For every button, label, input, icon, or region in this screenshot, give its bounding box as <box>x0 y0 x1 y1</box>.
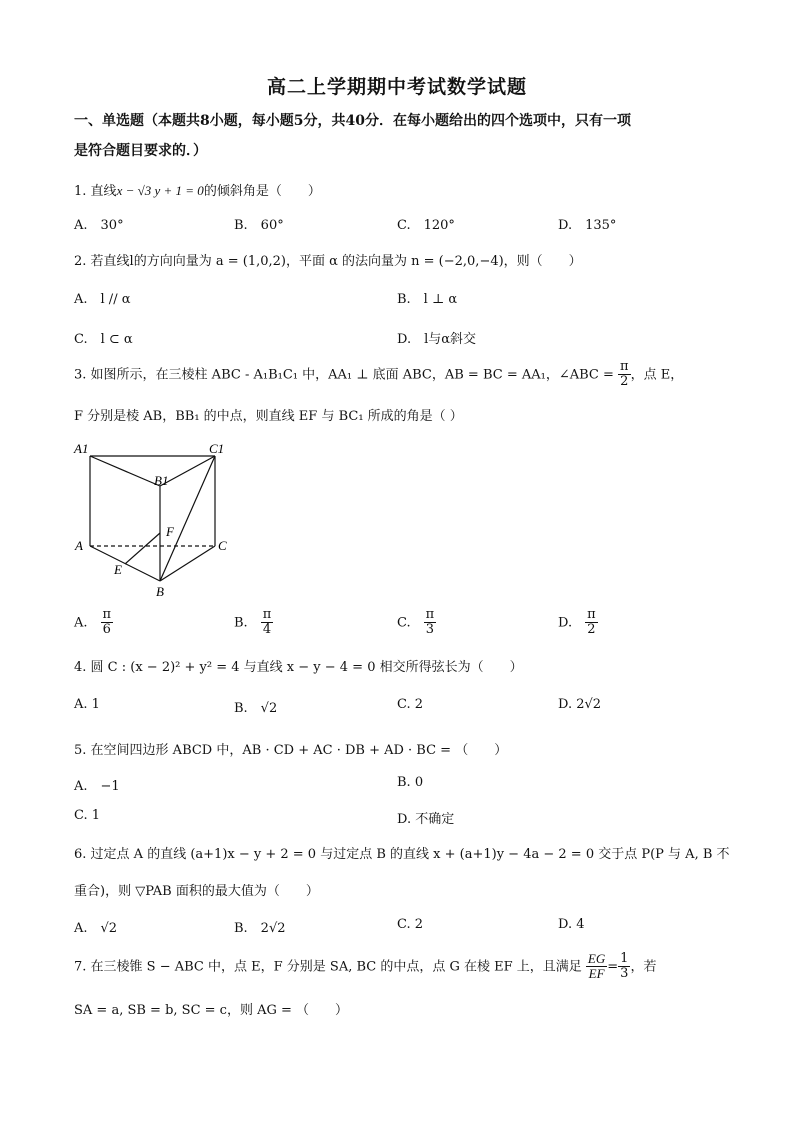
label-f: F <box>166 524 174 539</box>
prism-figure <box>70 436 240 601</box>
label-e: E <box>114 562 122 577</box>
label-b: B <box>156 584 164 599</box>
label-a: A <box>75 538 83 553</box>
q1-stem-a: 直线 <box>90 184 117 199</box>
q6-option-c: C. 2 <box>397 917 424 932</box>
q2-number: 2. <box>74 254 87 269</box>
question-2 <box>74 250 582 269</box>
q2-option-c: C. l ⊂ α <box>74 332 133 347</box>
q5-option-c: C. 1 <box>74 808 101 823</box>
q1-number: 1. <box>74 184 87 199</box>
q6-stem-line1: 过定点 A 的直线 (a+1)x − y + 2 = 0 与过定点 B 的直线 x + (a+1)y − 4a − 2 = 0 交于点 P(P 与 A, B 不 <box>90 847 730 862</box>
q4-option-a: A. 1 <box>74 697 100 712</box>
q2-stem: 若直线l的方向向量为 a = (1,0,2)，平面 α 的法向量为 n = (−2,0,−4)，则（ ） <box>90 254 582 269</box>
question-4 <box>74 656 523 675</box>
q4-number: 4. <box>74 660 87 675</box>
q2-option-a: A. l // α <box>74 292 131 307</box>
question-6 <box>74 843 730 862</box>
q5-number: 5. <box>74 743 87 758</box>
section-heading: 一、单选题（本题共8小题，每小题5分，共40分．在每小题给出的四个选项中，只有一项 <box>74 113 631 129</box>
label-c: C <box>218 538 227 553</box>
q3-option-b: B. $\frac{\pi}{4}$ <box>234 607 272 638</box>
q1-stem-b: 的倾斜角是（ ） <box>203 184 321 199</box>
q7-fraction-eg-ef: $\frac{EG}{EF}$ <box>587 951 606 982</box>
q1-option-a: A. 30° <box>74 218 124 233</box>
q3-stem-line2: F 分别是棱 AB，BB₁ 的中点，则直线 EF 与 BC₁ 所成的角是（ ） <box>74 409 463 424</box>
question-1 <box>74 180 321 199</box>
q6-option-a: A. √2 <box>74 921 118 936</box>
q4-option-d: D. 2√2 <box>558 697 602 712</box>
q1-option-c: C. 120° <box>397 218 455 233</box>
q6-option-b: B. 2√2 <box>234 921 286 936</box>
q2-option-b: B. l ⊥ α <box>397 292 458 307</box>
q6-stem-line2: 重合)，则 ▽PAB 面积的最大值为（ ） <box>74 884 319 899</box>
q3-stem-line1: 如图所示，在三棱柱 ABC - A₁B₁C₁ 中，AA₁ ⊥ 底面 ABC，AB = BC = AA₁，∠ABC = <box>90 367 614 383</box>
q4-stem: 圆 C : (x − 2)² + y² = 4 与直线 x − y − 4 = 0 相交所得弦长为（ ） <box>90 660 523 675</box>
q3-stem-tail: ，点 E， <box>630 367 684 383</box>
q1-option-d: D. 135° <box>558 218 617 233</box>
q3-number: 3. <box>74 367 87 383</box>
q1-option-b: B. 60° <box>234 218 284 233</box>
label-c1: C1 <box>209 441 225 456</box>
q2-option-d: D. l与α斜交 <box>397 332 477 347</box>
q5-option-a: A. −1 <box>74 779 120 794</box>
q4-option-c: C. 2 <box>397 697 424 712</box>
page-title: 高二上学期期中考试数学试题 <box>266 76 527 98</box>
q7-number: 7. <box>74 959 87 975</box>
section-heading-cont: 是符合题目要求的．） <box>74 143 207 159</box>
q7-stem-line2: SA = a, SB = b, SC = c，则 AG = （ ） <box>74 1003 349 1018</box>
q7-stem-tail: ，若 <box>630 959 657 975</box>
question-5 <box>74 739 507 758</box>
q3-option-a: A. $\frac{\pi}{6}$ <box>74 607 112 638</box>
label-b1: B1 <box>154 473 169 488</box>
label-a1: A1 <box>74 441 89 456</box>
q6-number: 6. <box>74 847 87 862</box>
q7-fraction-one-third: $\frac{1}{3}$ <box>620 951 629 982</box>
q6-option-d: D. 4 <box>558 917 585 932</box>
q5-stem: 在空间四边形 ABCD 中，AB · CD + AC · DB + AD · BC = （ ） <box>90 743 508 758</box>
q3-option-c: C. $\frac{\pi}{3}$ <box>397 607 435 638</box>
q5-option-d: D. 不确定 <box>397 812 455 827</box>
q3-fraction: $\frac{\pi}{2}$ <box>620 359 629 390</box>
question-7: 7. 在三棱锥 S − ABC 中，点 E，F 分别是 SA, BC 的中点，点 G 在棱 EF 上，且满足 $\frac{EG}{EF}$ = $\frac{1}{3}$ ，若 <box>74 951 657 982</box>
question-3 <box>74 360 683 390</box>
q1-expr: x − √3 y + 1 = 0 <box>116 183 204 198</box>
q5-option-b: B. 0 <box>397 775 424 790</box>
q7-stem-line1: 在三棱锥 S − ABC 中，点 E，F 分别是 SA, BC 的中点，点 G 在棱 EF 上，且满足 <box>90 959 582 975</box>
q4-option-b: B. √2 <box>234 701 278 716</box>
q3-option-d: D. $\frac{\pi}{2}$ <box>558 607 596 638</box>
